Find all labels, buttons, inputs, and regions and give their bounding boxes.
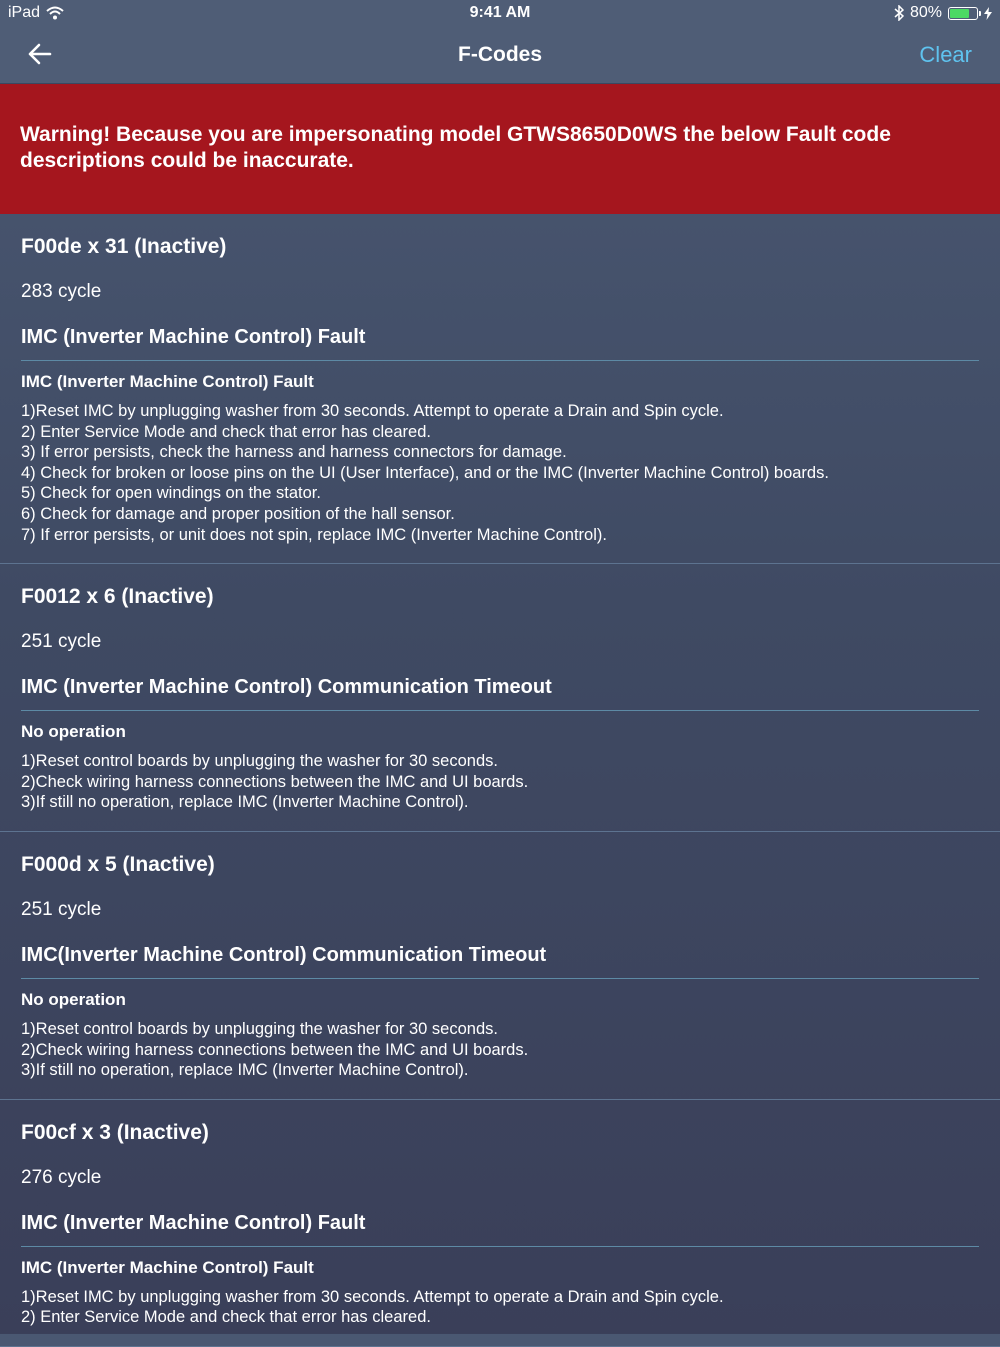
page-title: F-Codes xyxy=(458,43,542,66)
status-bar xyxy=(0,0,1000,28)
fault-step: 3)If still no operation, replace IMC (Inverter Machine Control). xyxy=(21,1061,469,1080)
status-right xyxy=(894,4,992,22)
fault-title: IMC (Inverter Machine Control) Communication Timeout xyxy=(21,675,979,711)
fault-code-label: F000d x 5 (Inactive) xyxy=(21,852,215,876)
fault-steps xyxy=(21,751,979,831)
fault-code-label: F00de x 31 (Inactive) xyxy=(21,235,227,258)
fault-steps xyxy=(21,1019,979,1099)
fault-cycle: 251 cycle xyxy=(21,631,102,653)
fault-cycle: 283 cycle xyxy=(21,281,102,302)
fault-title: IMC (Inverter Machine Control) Fault xyxy=(21,1211,979,1247)
fault-step: 6) Check for damage and proper position of the hall sensor. xyxy=(21,504,455,523)
fault-step: 1)Reset control boards by unplugging the washer for 30 seconds. xyxy=(21,752,498,771)
fault-code-entry xyxy=(0,1100,1000,1347)
fault-step: 1)Reset IMC by unplugging washer from 30 seconds. Attempt to operate a Drain and Spin cycle. xyxy=(21,402,724,420)
fault-title: IMC (Inverter Machine Control) Fault xyxy=(21,325,979,361)
nav-bar xyxy=(0,28,1000,84)
fault-cycle: 251 cycle xyxy=(21,898,102,920)
fault-code-entry xyxy=(0,214,1000,564)
status-time: 9:41 AM xyxy=(469,4,531,21)
fault-step: 1)Reset control boards by unplugging the washer for 30 seconds. xyxy=(21,1019,498,1038)
fault-step: 4) Check for broken or loose pins on the UI (User Interface), and or the IMC (Inverter Machine Control) boards. xyxy=(21,463,829,482)
fault-title: IMC(Inverter Machine Control) Communication Timeout xyxy=(21,943,979,979)
fault-steps xyxy=(21,1287,979,1346)
fault-step: 3) If error persists, check the harness and harness connectors for damage. xyxy=(21,443,567,462)
charging-icon xyxy=(984,7,992,20)
clear-button[interactable]: Clear xyxy=(919,42,972,67)
bluetooth-icon xyxy=(894,5,904,21)
fault-step: 7) If error persists, or unit does not spin, replace IMC (Inverter Machine Control). xyxy=(21,525,607,544)
device-name: iPad xyxy=(8,4,41,21)
fault-code-label: F00cf x 3 (Inactive) xyxy=(21,1120,209,1144)
fault-code-entry xyxy=(0,832,1000,1100)
battery-percent: 80% xyxy=(909,4,942,21)
fault-code-label: F0012 x 6 (Inactive) xyxy=(21,585,214,609)
fault-cycle: 276 cycle xyxy=(21,1166,102,1188)
fault-step: 2) Enter Service Mode and check that error has cleared. xyxy=(21,1308,431,1327)
fault-subheading: No operation xyxy=(21,989,126,1009)
fault-code-list xyxy=(0,214,1000,1347)
fault-step: 2)Check wiring harness connections between the IMC and UI boards. xyxy=(21,1040,529,1059)
fault-subheading: IMC (Inverter Machine Control) Fault xyxy=(21,1257,314,1277)
fault-step: 5) Check for open windings on the stator. xyxy=(21,484,321,503)
fault-step: 2)Check wiring harness connections between the IMC and UI boards. xyxy=(21,772,529,791)
fault-step: 3)If still no operation, replace IMC (Inverter Machine Control). xyxy=(21,793,469,812)
fault-step: 2) Enter Service Mode and check that error has cleared. xyxy=(21,422,431,441)
warning-banner: Warning! Because you are impersonating model GTWS8650D0WS the below Fault code descriptions could be inaccurate. xyxy=(0,84,1000,214)
fault-step: 1)Reset IMC by unplugging washer from 30 seconds. Attempt to operate a Drain and Spin cycle. xyxy=(21,1287,724,1306)
battery-fill xyxy=(950,9,969,18)
fault-steps xyxy=(21,401,979,563)
fault-code-entry xyxy=(0,564,1000,832)
fault-subheading: IMC (Inverter Machine Control) Fault xyxy=(21,372,314,391)
battery-icon xyxy=(948,7,978,20)
fault-subheading: No operation xyxy=(21,722,126,742)
